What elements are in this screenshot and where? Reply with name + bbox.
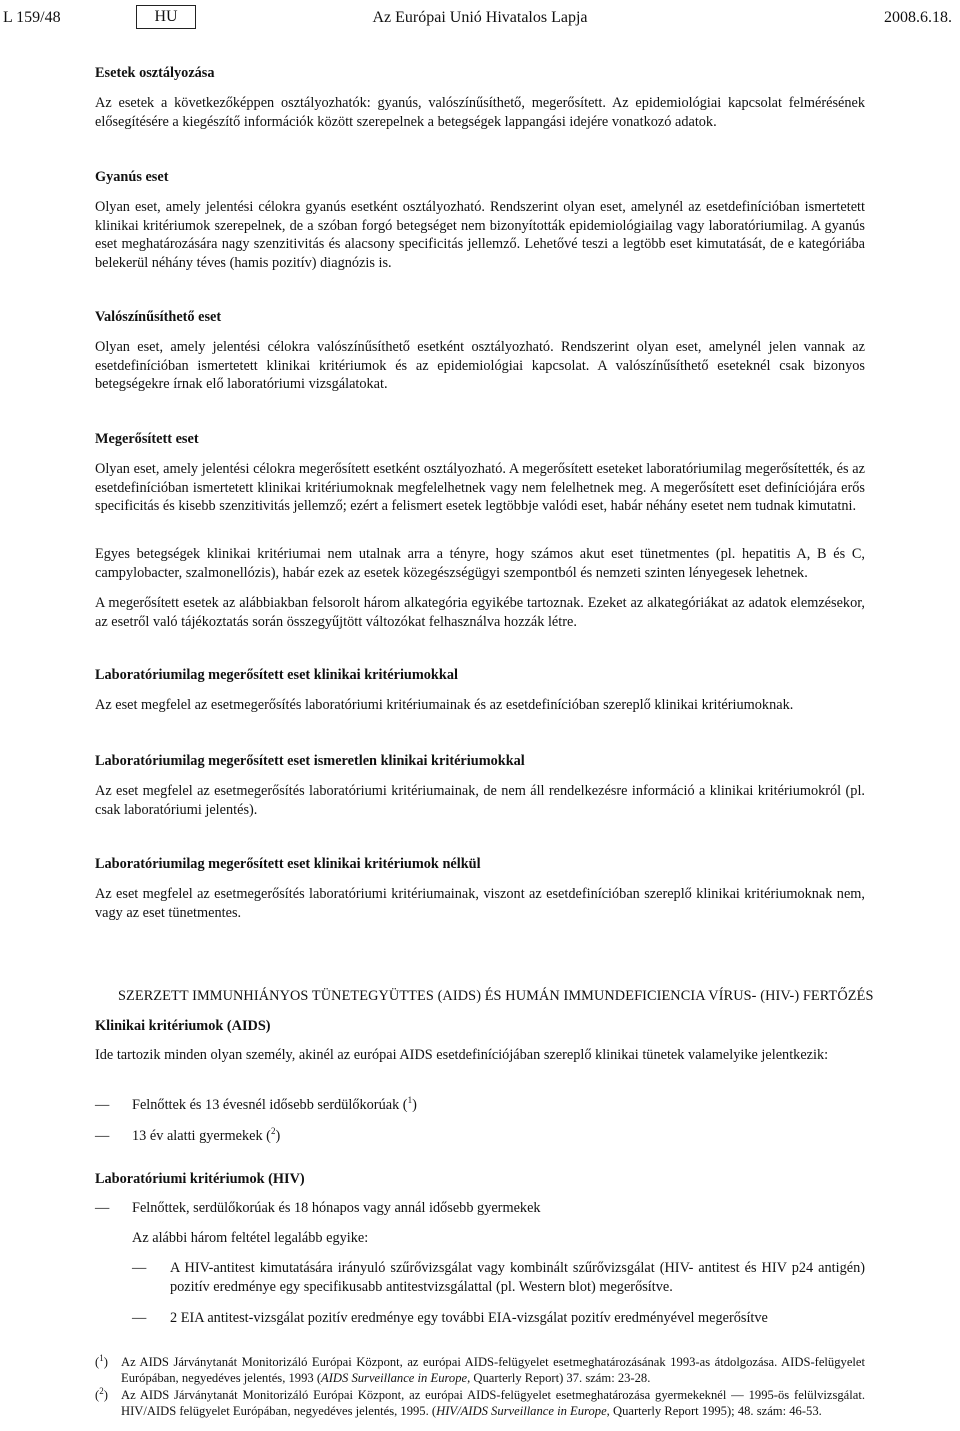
- footnote-ref-1[interactable]: 1: [407, 1095, 413, 1105]
- clinical-item-adults: [95, 1096, 865, 1116]
- journal-title: Az Európai Unió Hivatalos Lapja: [372, 9, 588, 26]
- publication-date: 2008.6.18.: [884, 9, 952, 26]
- confirmed-case-heading: Megerősített eset: [95, 431, 199, 447]
- language-badge: HU: [136, 5, 196, 29]
- lab-subitem-eia: [132, 1309, 865, 1329]
- suspected-case-text: Olyan eset, amely jelentési célokra gyanús esetként osztályozható. Rendszerint olyan eset, amelynél az esetdefinícióban ismertetett klinikai kritériumok szerepelnek, de a szóban forgó betegséget nem bizonyították epidemiológiailag vagy laboratóriumilag. A gyanús eset meghatározására nagy szenzitivitás és alacsony specificitás jellemző. Lehetővé teszi a legtöbb eset kimutatását, de e kategóriába belekerül néhány téves (hamis pozitív) diagnózis is.: [95, 199, 865, 271]
- confirmed-case-subcategories: A megerősített esetek az alábbiakban felsorolt három alkategória egyikébe tartoznak. Ezeket az alkategóriákat az adatok elemzésekor, az esetről való tájékoztatás során összegyűjtött változókat felhasználva hozzák létre.: [95, 595, 865, 630]
- lab-unknown-clinical-text: Az eset megfelel az esetmegerősítés laboratóriumi kritériumainak, de nem áll rendelkezésre információ a klinikai kritériumokról (pl. csak laboratóriumi jelentés).: [95, 783, 865, 818]
- footnote-2-text-end: , Quarterly Report 1995); 48. szám: 46-53.: [606, 1404, 822, 1419]
- page-header: [0, 5, 960, 29]
- aids-clinical-heading: Klinikai kritériumok (AIDS): [95, 1018, 271, 1034]
- footnote-1-text-end: , Quarterly Report) 37. szám: 23-28.: [467, 1371, 651, 1386]
- footnote-1-italic: AIDS Surveillance in Europe: [321, 1371, 468, 1386]
- dash-bullet: —: [132, 1310, 147, 1326]
- page-reference: L 159/48: [3, 9, 61, 26]
- footnote-2-text: Az AIDS Járványtanát Monitorizáló Európai Központ, az európai AIDS-felügyelet esetmeghatározása gyermekeknél — 1995-ös felülvizsgálat. HIV/AIDS felügyelet Európában, negyedéves jelentés, 1995. (: [121, 1388, 865, 1419]
- lab-with-clinical-text: Az eset megfelel az esetmegerősítés laboratóriumi kritériumainak és az esetdefinícióban szereplő klinikai kritériumoknak.: [95, 697, 794, 713]
- closing-paren: ): [275, 1128, 281, 1144]
- dash-bullet: —: [95, 1200, 110, 1216]
- footnote-1-number: 1: [99, 1353, 104, 1363]
- probable-case-heading: Valószínűsíthető eset: [95, 309, 222, 325]
- aids-clinical-text: Ide tartozik minden olyan személy, akinél az európai AIDS esetdefiníciójában szereplő klinikai tünetek valamelyike jelentkezik:: [95, 1047, 829, 1063]
- lab-with-clinical-heading: Laboratóriumilag megerősített eset klinikai kritériumokkal: [95, 667, 458, 683]
- clinical-item-adults-text: Felnőttek és 13 évesnél idősebb serdülőkorúak (: [132, 1097, 408, 1113]
- clinical-item-children-text: 13 év alatti gyermekek (: [132, 1128, 271, 1144]
- lab-subitem-screening: [132, 1259, 865, 1299]
- lab-item-adults: [95, 1199, 865, 1219]
- classification-intro: Az esetek a következőképpen osztályozhatók: gyanús, valószínűsíthető, megerősített. Az epidemiológiai kapcsolat felmérésének elősegítésére a kiegészítő információk között szerepelnek a betegségek lappangási idejére vonatkozó adatok.: [95, 95, 865, 130]
- lab-subitem-screening-text: A HIV-antitest kimutatására irányuló szűrővizsgálat vagy kombinált szűrővizsgálat (HIV- antitest és HIV p24 antigén) pozitív eredménye egy specifikusabb antitestvizsgálattal (pl. Western blot) megerősítve.: [170, 1260, 865, 1295]
- footnote-2-number: 2: [99, 1386, 104, 1396]
- footnote-1-text: Az AIDS Járványtanát Monitorizáló Európai Központ, az európai AIDS-felügyelet esetmeghatározásának 1993-as átdolgozása. AIDS-felügyelet Európában, negyedéves jelentés, 1993 (: [121, 1355, 865, 1386]
- dash-bullet: —: [95, 1097, 110, 1113]
- confirmed-case-text: Olyan eset, amely jelentési célokra megerősített esetként osztályozható. A megerősített eseteket laboratóriumilag megerősítették, és az esetdefinícióban ismertetett klinikai kritériumoknak megfelelhetnek vagy nem felelhetnek meg. A megerősített eset definíciójára erős specificitás és kisebb szenzitivitás jellemző; ezért a felismert esetek legtöbbje valódi eset, habár néhány esetet nem tudnak kimutatni.: [95, 461, 865, 515]
- lab-subitems-intro: Az alábbi három feltétel legalább egyike:: [132, 1230, 369, 1246]
- confirmed-case-note: Egyes betegségek klinikai kritériumai nem utalnak arra a tényre, hogy számos akut eset tünetmentes (pl. hepatitis A, B és C, campylobacter, szalmonellózis), habár ezek az esetek közegészségügyi szempontból és nemzeti szinten lényegesek lehetnek.: [95, 546, 865, 581]
- lab-no-clinical-heading: Laboratóriumilag megerősített eset klinikai kritériumok nélkül: [95, 856, 481, 872]
- closing-paren: ): [412, 1097, 417, 1113]
- footnote-2: ($^2$) Az AIDS Járványtanát Monitorizáló Európai Központ, az európai AIDS-felügyelet esetmeghatározása gyermekeknél — 1995-ös felülvizsgálat. HIV/AIDS felügyelet Európában, negyedéves jelentés, 1995. (HIV/AIDS Surveillance in Europe, Quarterly Report 1995); 48. szám: 46-53.: [95, 1386, 865, 1419]
- lab-subitem-eia-text: 2 EIA antitest-vizsgálat pozitív eredménye egy további EIA-vizsgálat pozitív eredményével megerősítve: [170, 1310, 768, 1326]
- footnote-1: ($^1$) Az AIDS Járványtanát Monitorizáló Európai Központ, az európai AIDS-felügyelet esetmeghatározásának 1993-as átdolgozása. AIDS-felügyelet Európában, negyedéves jelentés, 1993 (AIDS Surveillance in Europe, Quarterly Report) 37. szám: 23-28.: [95, 1353, 865, 1386]
- footnote-2-italic: HIV/AIDS Surveillance in Europe: [436, 1404, 607, 1419]
- aids-section-heading: SZERZETT IMMUNHIÁNYOS TÜNETEGYÜTTES (AIDS) ÉS HUMÁN IMMUNDEFICIENCIA VÍRUS- (HIV-) FERTŐZÉS: [118, 988, 874, 1004]
- classification-heading: Esetek osztályozása: [95, 65, 215, 81]
- lab-no-clinical-text: Az eset megfelel az esetmegerősítés laboratóriumi kritériumainak, viszont az esetdefinícióban szereplő klinikai kritériumoknak nem, vagy az eset tünetmentes.: [95, 886, 865, 921]
- lab-unknown-clinical-heading: Laboratóriumilag megerősített eset ismeretlen klinikai kritériumokkal: [95, 753, 525, 769]
- probable-case-text: Olyan eset, amely jelentési célokra valószínűsíthető esetként osztályozható. Rendszerint olyan eset, amelynél jelen vannak az esetdefinícióban ismertetett klinikai kritériumok és az epidemiológiai kapcsolat. A valószínűsíthető eseteknél csak bizonyos betegségekre írnak elő laboratóriumi vizsgálatokat.: [95, 339, 865, 393]
- dash-bullet: —: [132, 1260, 147, 1276]
- footnote-ref-2[interactable]: 2: [270, 1126, 276, 1136]
- hiv-lab-heading: Laboratóriumi kritériumok (HIV): [95, 1171, 305, 1187]
- lab-item-adults-text: Felnőttek, serdülőkorúak és 18 hónapos vagy annál idősebb gyermekek: [132, 1200, 541, 1216]
- clinical-item-children: [95, 1127, 865, 1147]
- dash-bullet: —: [95, 1128, 110, 1144]
- suspected-case-heading: Gyanús eset: [95, 169, 169, 185]
